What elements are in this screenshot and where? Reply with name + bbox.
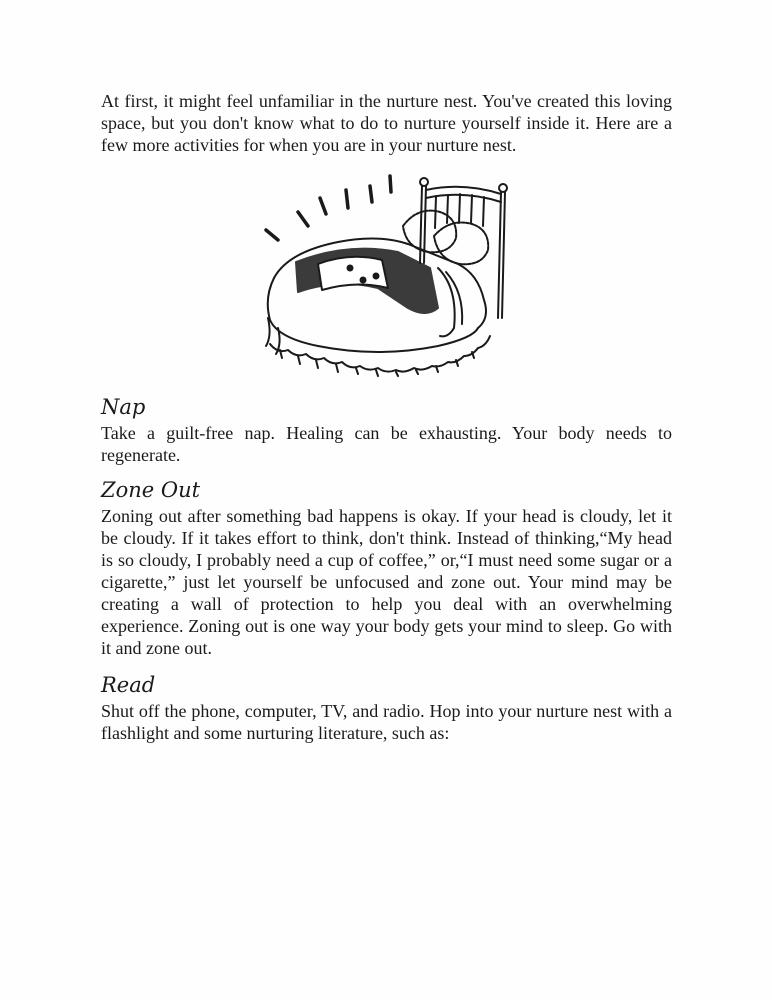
bed-icon (258, 168, 508, 378)
section-body-zone-out: Zoning out after something bad happens is okay. If your head is cloudy, let it be cloudy. If it takes effort to think, don't think. Instead of thinking,“My head is so cloudy, I probably need a cup of coffee,” or,“I must need some sugar or a cigarette,” just let yourself be unfocused and zone out. Your mind may be creating a wall of protection to help you deal with an overwhelming experience. Zoning out is one way your body gets your mind to sleep. Go with it and zone out. (101, 506, 672, 658)
bed-illustration (101, 168, 672, 378)
section-heading-zone-out: Zone Out (101, 478, 201, 502)
page-content (101, 90, 672, 744)
section-heading-read: Read (101, 673, 156, 697)
section-heading-nap: Nap (101, 395, 146, 419)
section-body-nap: Take a guilt-free nap. Healing can be exhausting. Your body needs to regenerate. (101, 423, 672, 465)
intro-paragraph: At first, it might feel unfamiliar in the nurture nest. You've created this loving space, but you don't know what to do to nurture yourself inside it. Here are a few more activities for when you are in your nurture nest. (101, 91, 672, 155)
section-body-read: Shut off the phone, computer, TV, and radio. Hop into your nurture nest with a flashlight and some nurturing literature, such as: (101, 701, 672, 743)
